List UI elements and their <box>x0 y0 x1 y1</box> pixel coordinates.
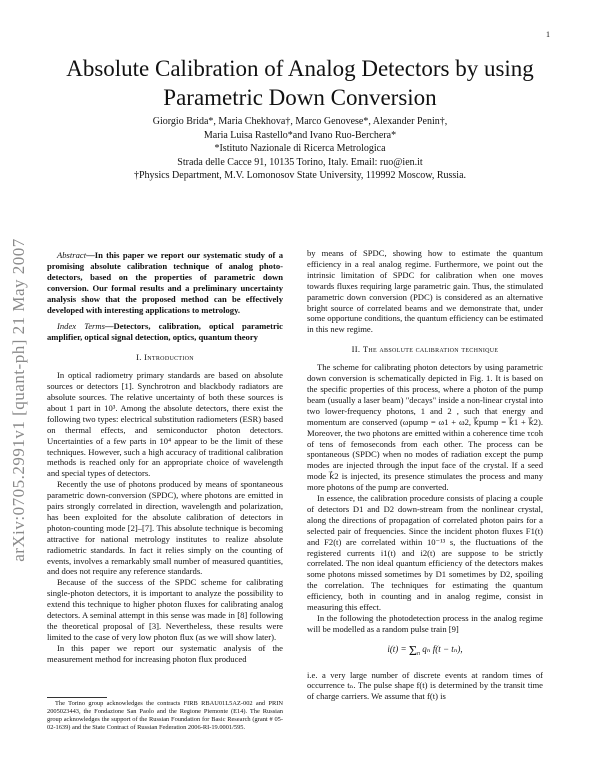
footnote-rule <box>47 697 107 698</box>
equation-pulse-train: $i(t) = \Sigma_n$ qₙ f(t − tₙ), <box>387 643 463 659</box>
affiliation-1-address: Strada delle Cacce 91, 10135 Torino, Italy. Email: ruo@ien.it <box>177 156 423 168</box>
section-2-paragraph: In the following the photodetection process in the analog regime will be modelled as a random pulse train [9] <box>307 613 543 634</box>
section-1-paragraph: Because of the success of the SPDC scheme for calibrating single-photon detectors, it is important to analyze the possibility to extend this technique to higher photon fluxes for calibrating analog detectors. A seminal attempt in this sense was made in [8] following the theoretical proposal of [3]. Nevertheless, these results were limited to the case of very low photon flux (as we will show later). <box>47 577 283 642</box>
author-line-1: Giorgio Brida*, Maria Chekhova†, Marco Genovese*, Alexander Penin†, <box>152 116 448 127</box>
section-2-paragraph: i.e. a very large number of discrete events at random times of occurrence tₙ. The pulse shape f(t) is determined by the transit time of charge carriers. We assume that f(t) is <box>307 669 543 702</box>
author-line-2: Maria Luisa Rastello*and Ivano Ruo-Berchera* <box>203 129 397 141</box>
abstract-label: Abstract <box>57 250 87 260</box>
section-1-heading: I. Introduction <box>136 352 194 363</box>
section-2-paragraph: In essence, the calibration procedure consists of placing a couple of detectors D1 and D2 down-stream from the nonlinear crystal, along the directions of propagation of correlated photon pairs for a selected pair of frequencies. Since the incident photon fluxes F1(t) and F2(t) are correlated within 10⁻¹³ s, the fluctuations of the registered currents i1(t) and i2(t) are suppose to be strictly correlated. The non ideal quantum efficiency of the detectors makes some photons missed sometimes by D1 sometimes by D2, spoiling the correlation. The techniques for estimating the quantum efficiency, both in counting and in analog regime, consist in measuring this effect. <box>307 493 543 613</box>
section-1-paragraph: In optical radiometry primary standards are based on absolute sources or detectors [1]. Synchrotron and blackbody radiators are absolute sources. The relative uncertainty of both these sources is about 1 part in 10³. Among the absolute detectors, there exist the following two types: electrical substitution radiometers (ESR) based on thermal effects, and semiconductor photon detectors. Uncertainties of a few parts in 10⁴ appear to be the limit of these techniques. However, such a high accuracy of traditional calibration methods is reached only for an appropriate choice of wavelength and special types of detectors. <box>47 370 283 479</box>
footnote <box>47 700 283 732</box>
index-terms-label: Index Terms <box>57 321 105 332</box>
index-terms <box>47 321 283 343</box>
paper-title: Absolute Calibration of Analog Detectors by using Parametric Down Conversion <box>66 56 534 110</box>
right-column <box>307 248 543 702</box>
left-column <box>47 250 283 665</box>
abstract <box>47 250 283 315</box>
arxiv-sidebar-stamp <box>2 170 36 630</box>
affiliation-2: †Physics Department, M.V. Lomonosov State University, 119992 Moscow, Russia. <box>133 170 467 181</box>
section-1-paragraph: Recently the use of photons produced by means of spontaneous parametric down-conversion (SPDC), where photons are emitted in pairs strongly correlated in direction, wavelength and polarization, has been exploited for the absolute calibration of detectors in photon-counting mode [2]–[7]. This absolute technique is becoming attractive for national metrology institutes to realize absolute radiometric standards. In fact it relies simply on the counting of events, involves a remarkably small number of measured quantities, and does not require any reference standards. <box>47 479 283 577</box>
abstract-text: —In this paper we report our systematic study of a promising absolute calibration technique of analog photo-detectors, based on the properties of parametric down conversion. Our formal results and a preliminary uncertainty analysis show that the proposed method can be effectively developed with interesting applications to metrology. <box>47 250 283 315</box>
author-block <box>60 115 540 183</box>
section-2-paragraph: The scheme for calibrating photon detectors by using parametric down conversion is schematically depicted in Fig. 1. It is based on the specific properties of this process, where a photon of the pump beam (usually a laser beam) "decays" inside a non-linear crystal into two lower-frequency photons, 1 and 2 , such that energy and momentum are conserved (ωpump = ω1 + ω2, k⃗pump = k⃗1 + k⃗2). Moreover, the two photons are emitted within a coherence time τcoh of tens of femoseconds from each other. The process can be spontaneous (SPDC) when no modes of radiation except the pump modes are injected through the input face of the crystal. If a seed mode k⃗2 is injected, its presence stimulates the process and many more photons of the pump are converted. <box>307 362 543 493</box>
section-2-heading: II. The absolute calibration technique <box>351 344 499 355</box>
index-terms-text: —Detectors, calibration, optical parametric amplifier, optical signal detection, optics, quantum theory <box>47 321 283 343</box>
page-number: 1 <box>546 30 550 39</box>
footnote-text: The Torino group acknowledges the contracts FIRB RBAU01L5AZ-002 and PRIN 2005023443, the Fondazione San Paolo and the Regione Piemonte (E14). The Russian group acknowledges the support of the Russian Foundation for Basic Research (grant # 05-02-1639) and the State Contract of Russian Federation 2006-RI-19.0001/595. <box>47 700 283 731</box>
section-1-paragraph: In this paper we report our systematic analysis of the measurement method for increasing photon flux produced <box>47 642 283 664</box>
affiliation-1: *Istituto Nazionale di Ricerca Metrologica <box>214 143 386 154</box>
arxiv-identifier: arXiv:0705.2991v1 [quant-ph] 21 May 2007 <box>9 238 28 562</box>
continued-paragraph: by means of SPDC, showing how to estimate the quantum efficiency in a real analog regime. Furthermore, we point out the intrinsic limitation of SPDC for calibration when one moves towards fluxes requiring large parametric gain. Thus, the stimulated parametric down conversion (PDC) is considered as an alternative bright source of correlated beams and we demonstrate that, under some opportune conditions, the quantum efficiency can be estimated in this new regime. <box>307 248 543 335</box>
